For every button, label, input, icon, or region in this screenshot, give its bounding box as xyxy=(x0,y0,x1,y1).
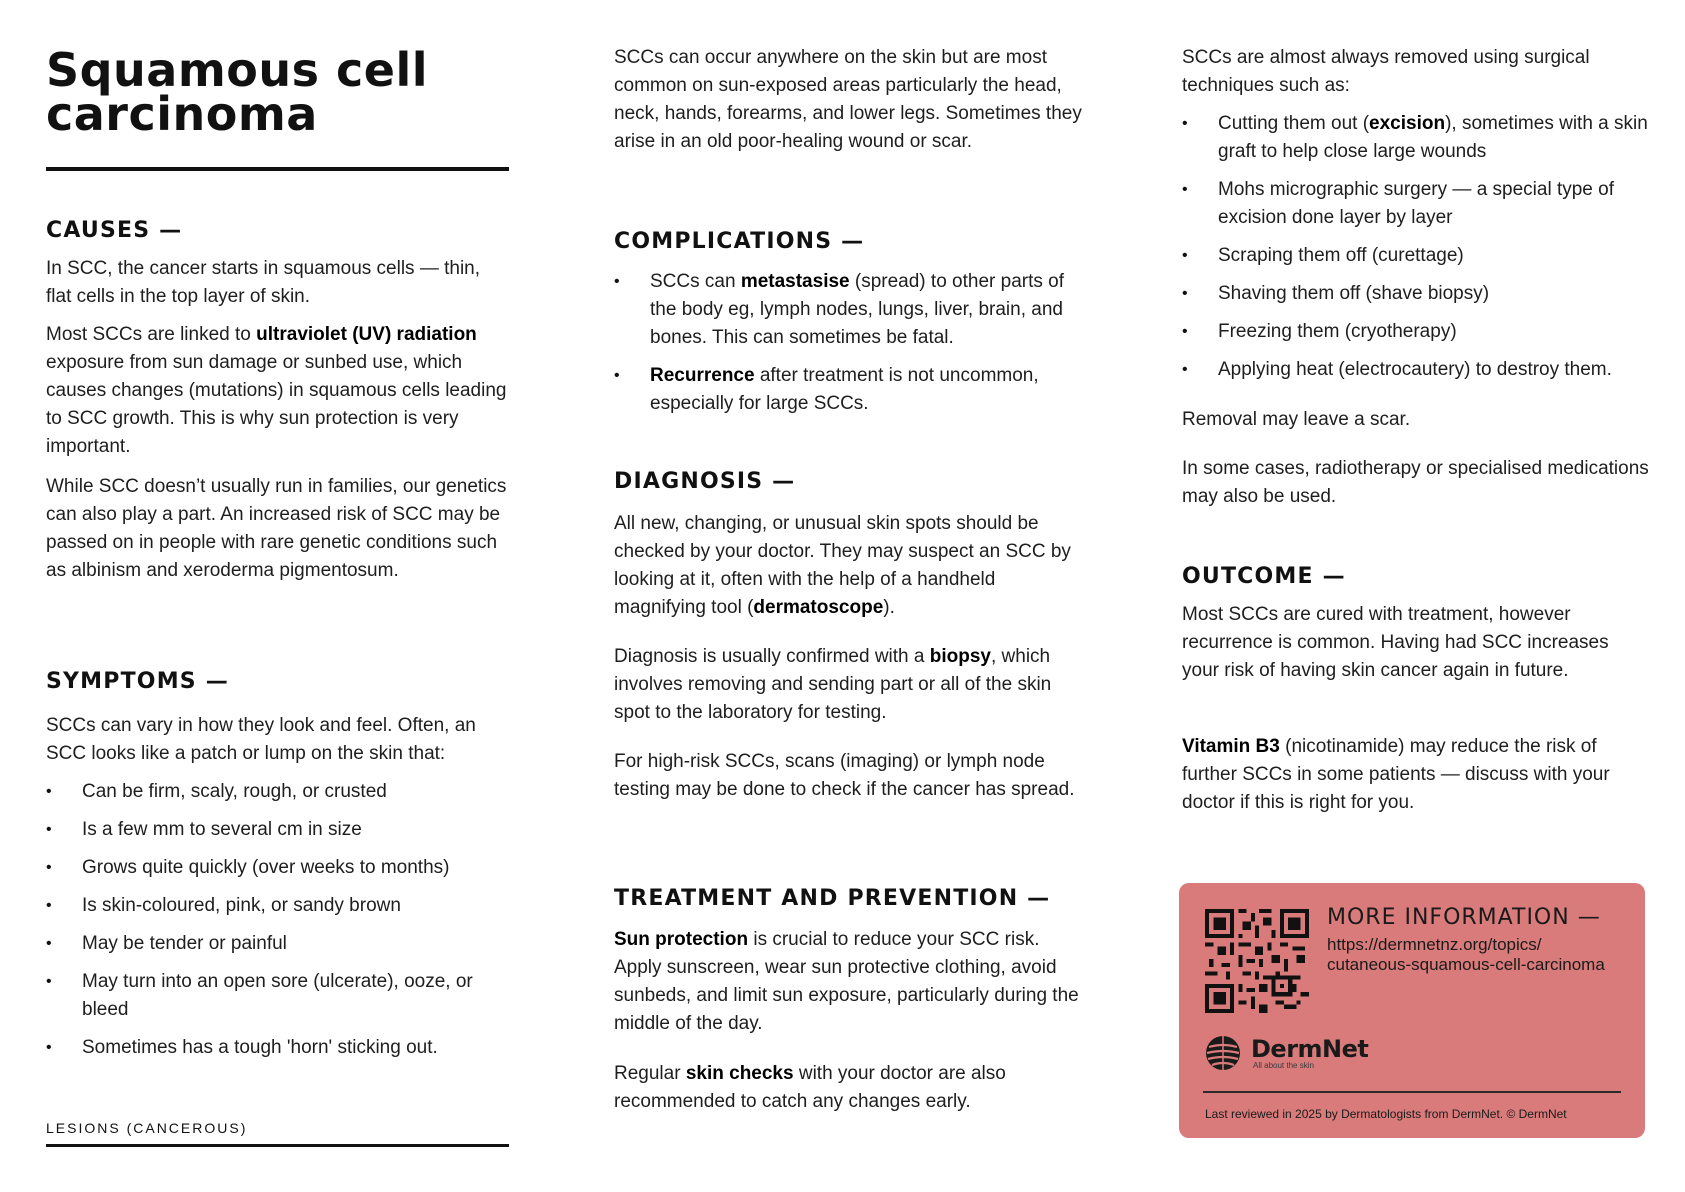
removal-intro: SCCs are almost always removed using surgical techniques such as: xyxy=(1182,47,1590,96)
diagnosis-paragraph-3: For high-risk SCCs, scans (imaging) or lymph node testing may be done to check if the cancer has spread. xyxy=(614,751,1075,800)
text-run: Diagnosis is usually confirmed with a xyxy=(614,646,930,667)
outcome-heading: OUTCOME — xyxy=(1182,564,1346,589)
dermatoscope-emphasis: dermatoscope xyxy=(753,597,884,618)
causes-heading: CAUSES — xyxy=(46,218,183,243)
biopsy-emphasis: biopsy xyxy=(929,646,991,667)
list-item: • Grows quite quickly (over weeks to months) xyxy=(46,854,516,882)
other-treatments-note: In some cases, radiotherapy or specialised medications may also be used. xyxy=(1182,458,1649,507)
location-paragraph: SCCs can occur anywhere on the skin but are most common on sun-exposed areas particularly the head, neck, hands, forearms, and lower legs. Sometimes they arise in an old poor-healing wound or scar. xyxy=(614,47,1082,152)
page-title: Squamous cell carcinoma xyxy=(46,43,429,141)
removal-scar-note: Removal may leave a scar. xyxy=(1182,409,1411,430)
text-run: (spread) to other parts of the body eg, lymph nodes, lungs, liver, brain, and bones. This can sometimes be fatal. xyxy=(650,271,1064,348)
excision-emphasis: excision xyxy=(1369,113,1446,134)
recurrence-emphasis: Recurrence xyxy=(650,365,755,386)
text-run: ). xyxy=(883,597,895,618)
list-item: • Sometimes has a tough 'horn' sticking out. xyxy=(46,1034,516,1062)
complications-heading: COMPLICATIONS — xyxy=(614,229,865,254)
title-divider xyxy=(46,167,509,171)
text-run: Most SCCs are linked to xyxy=(46,324,257,345)
diagnosis-heading: DIAGNOSIS — xyxy=(614,469,796,494)
list-item: • Shaving them off (shave biopsy) xyxy=(1182,280,1657,308)
list-item xyxy=(614,362,1050,418)
sun-protection-emphasis: Sun protection xyxy=(614,929,749,950)
diagnosis-paragraph-2 xyxy=(614,643,1084,727)
text-run: , which involves removing and sending part or all of the skin spot to the laboratory for testing. xyxy=(614,646,1052,723)
list-item: • Can be firm, scaly, rough, or crusted xyxy=(46,778,516,806)
text-run: Cutting them out ( xyxy=(1218,113,1370,134)
text-run: with your doctor are also recommended to catch any changes early. xyxy=(614,1063,1006,1112)
text-run: after treatment is not uncommon, especially for large SCCs. xyxy=(650,365,1039,414)
text-run: (nicotinamide) may reduce the risk of further SCCs in some patients — discuss with your doctor if this is right for you. xyxy=(1182,736,1610,813)
list-item: • Freezing them (cryotherapy) xyxy=(1182,318,1657,346)
outcome-paragraph-2 xyxy=(1182,733,1652,817)
symptoms-heading: SYMPTOMS — xyxy=(46,669,229,694)
more-information-link[interactable]: https://dermnetnz.org/topics/ cutaneous-squamous-cell-carcinoma xyxy=(1327,935,1605,974)
brand-name: DermNet xyxy=(1251,1035,1369,1063)
list-item: • Mohs micrographic surgery — a special type of excision done layer by layer xyxy=(1182,176,1657,232)
qr-code-icon[interactable] xyxy=(1205,909,1309,1013)
causes-paragraph-2 xyxy=(46,321,516,461)
treatment-paragraph-2 xyxy=(614,1060,1084,1116)
info-divider xyxy=(1203,1091,1621,1093)
symptoms-list xyxy=(46,778,516,1062)
brand-tagline: All about the skin xyxy=(1253,1061,1314,1070)
treatment-paragraph-1 xyxy=(614,926,1084,1038)
causes-paragraph-1: In SCC, the cancer starts in squamous cells — thin, flat cells in the top layer of skin. xyxy=(46,258,481,307)
more-information-box xyxy=(1179,883,1645,1138)
text-run: is crucial to reduce your SCC risk. Apply sunscreen, wear sun protective clothing, avoid sunbeds, and limit sun exposure, particularly during the middle of the day. xyxy=(614,929,1079,1034)
causes-paragraph-3: While SCC doesn’t usually run in families, our genetics can also play a part. An increased risk of SCC may be passed on in people with rare genetic conditions such as albinism and xeroderma pigmentosum. xyxy=(46,476,507,581)
text-run: Regular xyxy=(614,1063,686,1084)
skin-checks-emphasis: skin checks xyxy=(685,1063,794,1084)
complications-list xyxy=(614,268,1094,418)
list-item xyxy=(614,268,1094,352)
list-item: • May turn into an open sore (ulcerate), ooze, or bleed xyxy=(46,968,512,1024)
list-item xyxy=(1182,110,1657,166)
review-note: Last reviewed in 2025 by Dermatologists from DermNet. © DermNet xyxy=(1205,1107,1567,1121)
list-item: • Scraping them off (curettage) xyxy=(1182,242,1657,270)
footer-divider xyxy=(46,1144,509,1147)
uv-radiation-emphasis: ultraviolet (UV) radiation xyxy=(256,324,477,345)
footer-category-label: LESIONS (CANCEROUS) xyxy=(46,1120,248,1136)
list-item: • Applying heat (electrocautery) to destroy them. xyxy=(1182,356,1657,384)
metastasise-emphasis: metastasise xyxy=(740,271,850,292)
vitamin-b3-emphasis: Vitamin B3 xyxy=(1182,736,1280,757)
symptoms-intro: SCCs can vary in how they look and feel. Often, an SCC looks like a patch or lump on the skin that: xyxy=(46,715,476,764)
text-run: ), sometimes with a skin graft to help close large wounds xyxy=(1218,113,1648,162)
list-item: • Is a few mm to several cm in size xyxy=(46,816,516,844)
treatment-heading: TREATMENT AND PREVENTION — xyxy=(614,886,1051,911)
list-item: • Is skin-coloured, pink, or sandy brown xyxy=(46,892,516,920)
diagnosis-paragraph-1 xyxy=(614,510,1089,622)
outcome-paragraph-1: Most SCCs are cured with treatment, however recurrence is common. Having had SCC increases your risk of having skin cancer again in future. xyxy=(1182,604,1609,681)
more-information-heading: MORE INFORMATION — xyxy=(1327,905,1601,930)
text-run: SCCs can xyxy=(650,271,741,292)
text-run: exposure from sun damage or sunbed use, which causes changes (mutations) in squamous cells leading to SCC growth. This is why sun protection is very important. xyxy=(46,352,507,457)
text-run: All new, changing, or unusual skin spots should be checked by your doctor. They may suspect an SCC by looking at it, often with the help of a handheld magnifying tool ( xyxy=(614,513,1071,618)
removal-methods-list xyxy=(1182,110,1657,384)
list-item: • May be tender or painful xyxy=(46,930,516,958)
